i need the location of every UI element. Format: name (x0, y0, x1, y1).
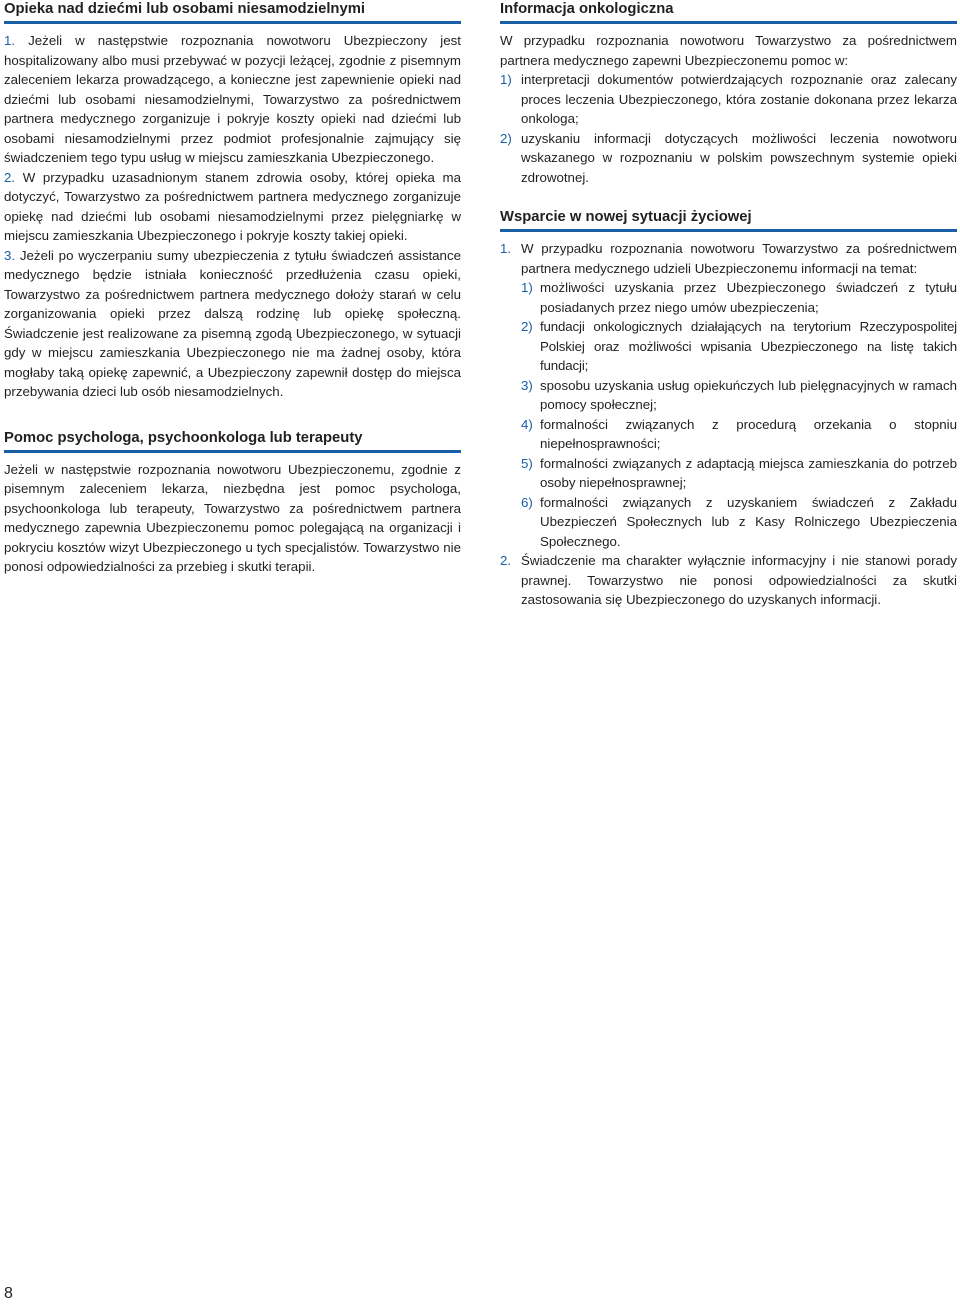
support-subitem-5 (500, 454, 957, 493)
subitem-number: 6) (521, 494, 533, 510)
item-text: Jeżeli po wyczerpaniu sumy ubezpieczenia z tytułu świadczeń assistance medycznego będzie istniała konieczność przedłużenia czasu opieki, Towarzystwo za pośrednictwem partnera medycznego dołoży starań w celu zorganizowania opieki przez dalszą rodzinę lub opiekę społeczną. Świadczenie jest realizowane za pisemną zgodą Ubezpieczonego, w sytuacji gdy w miejscu zamieszkania Ubezpieczonego nie ma żadnej osoby, która mogłaby taką opiekę zapewnić, a Ubezpieczony zapewnił dostęp do miejsca przebywania dzieci lub osób niesamodzielnych. (4, 247, 461, 399)
subitem-text: formalności związanych z uzyskaniem świadczeń z Zakładu Ubezpieczeń Społecznych lub z Kasy Rolniczego Ubezpieczenia Społecznego. (540, 494, 957, 549)
left-column (4, 0, 461, 577)
oncology-item-1 (500, 70, 957, 129)
item-text: interpretacji dokumentów potwierdzających rozpoznanie oraz zalecany proces leczenia Ubezpieczonego, która zostanie dokonana przez lekarza onkologa; (521, 72, 957, 126)
item-number: 3. (4, 247, 16, 263)
section-title-life-support: Wsparcie w nowej sytuacji życiowej (500, 208, 957, 232)
support-subitem-6 (500, 493, 957, 552)
paragraph-2 (4, 168, 461, 246)
support-subitem-3 (500, 376, 957, 415)
support-item-2 (500, 551, 957, 610)
paragraph-1 (4, 31, 461, 168)
subitem-text: sposobu uzyskania usług opiekuńczych lub pielęgnacyjnych w ramach pomocy społecznej; (540, 377, 957, 412)
item-number: 2. (4, 169, 16, 185)
item-number: 1. (4, 33, 16, 48)
section-title-child-care: Opieka nad dziećmi lub osobami niesamodzielnymi (4, 0, 461, 24)
item-number: 2. (500, 553, 512, 568)
paragraph-3 (4, 246, 461, 402)
right-column (500, 0, 957, 610)
item-text: W przypadku uzasadnionym stanem zdrowia osoby, której opieka ma dotyczyć, Towarzystwo za pośrednictwem partnera medycznego zorganizuje opiekę nad dziećmi lub osobami niesamodzielnymi przez pielęgniarkę w miejscu zamieszkania Ubezpieczonego i pokryje koszty takiej opieki. (4, 169, 461, 243)
subitem-text: możliwości uzyskania przez Ubezpieczonego świadczeń z tytułu posiadanych przez niego umów ubezpieczenia; (540, 280, 957, 315)
item-text: Jeżeli w następstwie rozpoznania nowotworu Ubezpieczony jest hospitalizowany albo musi przebywać w pozycji leżącej, zgodnie z pisemnym zaleceniem lekarza prowadzącego, a konieczne jest zapewnienie opieki nad dziećmi lub osobami niesamodzielnymi, Towarzystwo za pośrednictwem partnera medycznego zorganizuje i pokryje koszty opieki nad dziećmi lub osobami niesamodzielnymi przez podmiot profesjonalnie zajmujący się świadczeniem tego typu usług w miejscu zamieszkania Ubezpieczonego. (4, 33, 461, 165)
subitem-number: 3) (521, 377, 533, 393)
subitem-text: fundacji onkologicznych działających na terytorium Rzeczypospolitej Polskiej oraz możliwości wpisania Ubezpieczonego na listę takich fundacji; (540, 319, 957, 373)
oncology-item-2 (500, 129, 957, 188)
item-number: 1. (500, 241, 512, 256)
section-title-psychologist: Pomoc psychologa, psychoonkologa lub terapeuty (4, 429, 461, 453)
subitem-text: formalności związanych z procedurą orzekania o stopniu niepełnosprawności; (540, 416, 957, 451)
oncology-intro: W przypadku rozpoznania nowotworu Towarzystwo za pośrednictwem partnera medycznego zapewni Ubezpieczonemu pomoc w: (500, 33, 957, 68)
support-subitem-1 (500, 278, 957, 317)
subitem-number: 2) (521, 319, 533, 334)
section-title-oncology-info: Informacja onkologiczna (500, 0, 957, 24)
item-number: 1) (500, 72, 512, 87)
item-text: uzyskaniu informacji dotyczących możliwości leczenia nowotworu wskazanego w rozpoznaniu w polskim powszechnym systemie opieki zdrowotnej. (521, 130, 957, 185)
support-subitem-4 (500, 415, 957, 454)
page-number: 8 (4, 1285, 13, 1302)
item-number: 2) (500, 130, 512, 146)
subitem-text: formalności związanych z adaptacją miejsca zamieszkania do potrzeb osoby niepełnosprawnej; (540, 455, 957, 490)
psychologist-paragraph: Jeżeli w następstwie rozpoznania nowotworu Ubezpieczonemu, zgodnie z pisemnym zaleceniem lekarza, niezbędna jest pomoc psychologa, psychoonkologa lub terapeuty, Towarzystwo za pośrednictwem partnera medycznego zapewnia Ubezpieczonemu pomoc polegającą na organizacji i pokryciu kosztów wizyt Ubezpieczonego u tych specjalistów. Towarzystwo nie ponosi odpowiedzialności za przebieg i skutki terapii. (4, 461, 461, 574)
subitem-number: 5) (521, 455, 533, 471)
support-subitem-2 (500, 317, 957, 376)
subitem-number: 4) (521, 416, 533, 432)
subitem-number: 1) (521, 280, 533, 295)
item-text: W przypadku rozpoznania nowotworu Towarzystwo za pośrednictwem partnera medycznego udzieli Ubezpieczonemu informacji na temat: (521, 241, 957, 276)
support-item-1 (500, 239, 957, 278)
item-text: Świadczenie ma charakter wyłącznie informacyjny i nie stanowi porady prawnej. Towarzystwo nie ponosi odpowiedzialności za skutki zastosowania się Ubezpieczonego do uzyskanych informacji. (521, 553, 957, 607)
